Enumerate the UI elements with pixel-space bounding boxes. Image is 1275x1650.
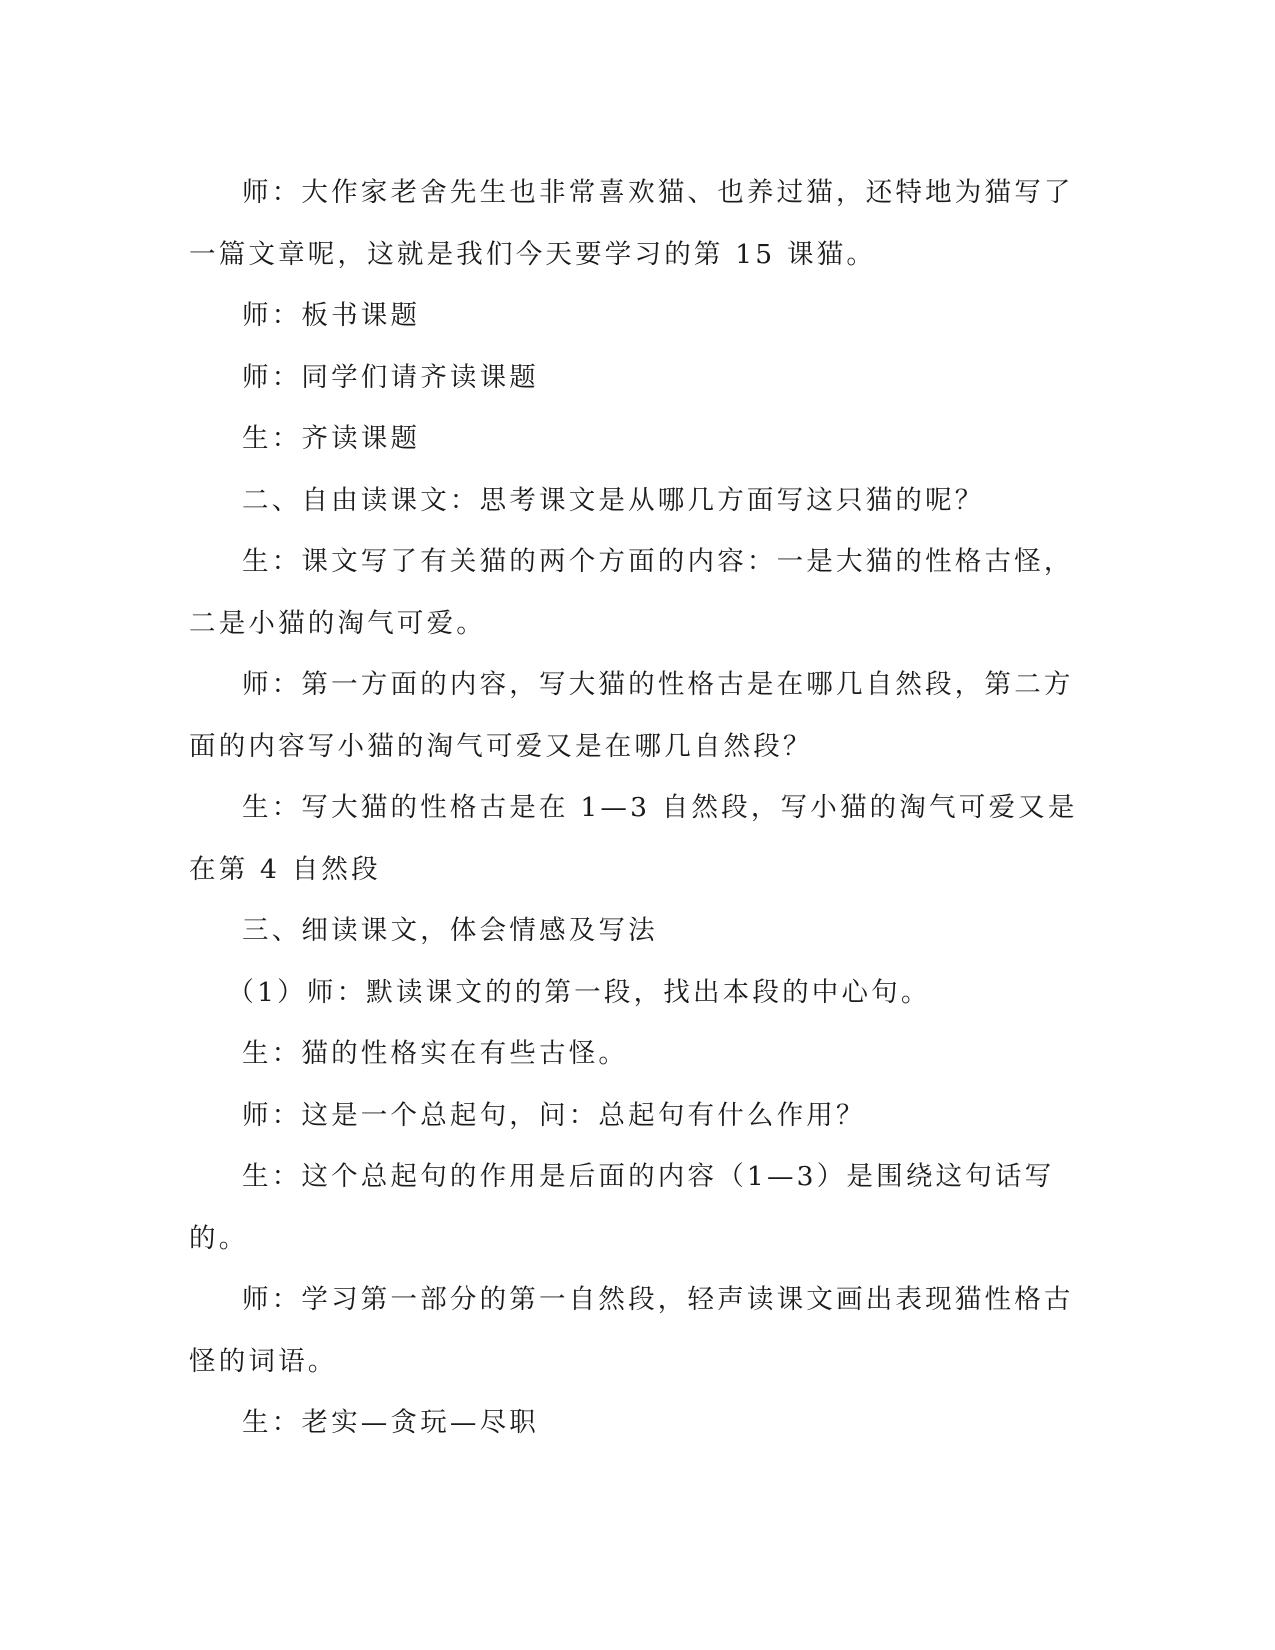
section-heading-3: 三、细读课文，体会情感及写法 [242, 915, 658, 946]
paragraph-15: 生：老实—贪玩—尽职 [242, 1407, 539, 1438]
paragraph-11: 生：猫的性格实在有些古怪。 [242, 1038, 629, 1069]
paragraph-6: 生：课文写了有关猫的两个方面的内容：一是大猫的性格古怪，二是小猫的淘气可爱。 [189, 546, 1074, 639]
paragraph-8: 生：写大猫的性格古是在 1—3 自然段，写小猫的淘气可爱又是在第 4 自然段 [189, 792, 1078, 885]
paragraph-13: 生：这个总起句的作用是后面的内容（1—3）是围绕这句话写的。 [189, 1161, 1055, 1254]
paragraph-7: 师：第一方面的内容，写大猫的性格古是在哪几自然段，第二方面的内容写小猫的淘气可爱又是在哪几自然段？ [189, 669, 1074, 762]
paragraph-4: 生：齐读课题 [242, 423, 421, 454]
document-body [189, 162, 1081, 1454]
paragraph-1: 师：大作家老舍先生也非常喜欢猫、也养过猫，还特地为猫写了一篇文章呢，这就是我们今天要学习的第 15 课猫。 [189, 177, 1074, 270]
section-heading-2: 二、自由读课文：思考课文是从哪几方面写这只猫的呢？ [242, 484, 985, 516]
paragraph-10: （1）师：默读课文的的第一段，找出本段的中心句。 [227, 976, 931, 1008]
paragraph-2: 师：板书课题 [242, 300, 421, 331]
paragraph-3: 师：同学们请齐读课题 [242, 361, 539, 393]
paragraph-14: 师：学习第一部分的第一自然段，轻声读课文画出表现猫性格古怪的词语。 [189, 1284, 1074, 1377]
paragraph-12: 师：这是一个总起句，问：总起句有什么作用？ [242, 1099, 866, 1131]
